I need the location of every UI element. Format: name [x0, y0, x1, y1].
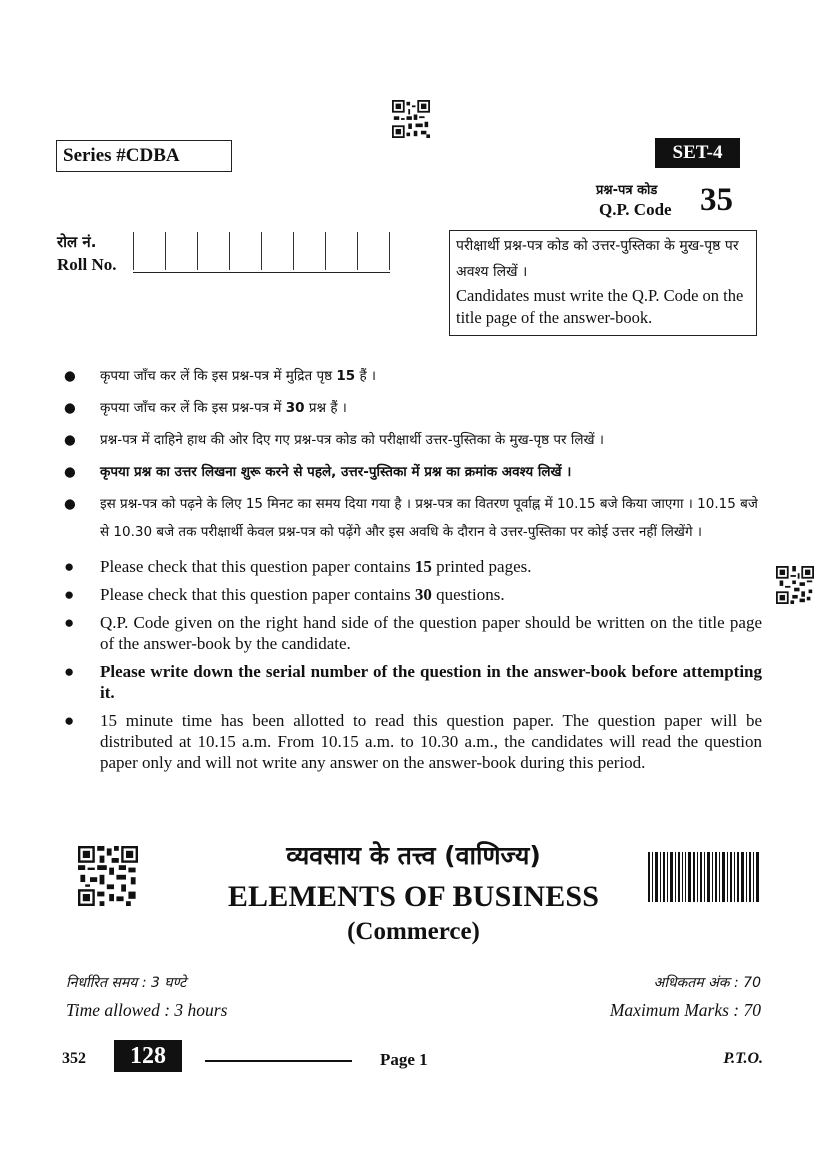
bullet-icon: ● — [64, 368, 76, 384]
roll-number-digit-box[interactable] — [229, 232, 261, 270]
roll-number-boxes[interactable] — [133, 232, 390, 273]
page-number: Page 1 — [380, 1050, 428, 1069]
instruction-english: ● 15 minute time has been allotted to read this question paper. The question paper will be distributed at 10.15 a.m. From 10.15 a.m. to 10.30 a.m., the candidates will read the question paper only and will not write any answer on the answer-book during this period. — [64, 711, 762, 772]
roll-number-digit-box[interactable] — [197, 232, 229, 270]
bullet-icon: ● — [64, 496, 76, 512]
qp-code-notice — [449, 230, 757, 336]
qp-code-label: Q.P. Code — [599, 200, 672, 219]
qp-code-number: 35 — [700, 182, 733, 218]
bullet-icon: ● — [64, 711, 75, 730]
roll-number-digit-box[interactable] — [165, 232, 197, 270]
instruction-english: ● Please check that this question paper contains 30 questions. — [64, 585, 505, 604]
pto-label: P.T.O. — [723, 1050, 763, 1067]
roll-number-digit-box[interactable] — [325, 232, 357, 270]
roll-number-digit-box[interactable] — [293, 232, 325, 270]
instructions-list — [62, 362, 762, 780]
roll-number-digit-box[interactable] — [357, 232, 390, 270]
instruction-hindi: ● प्रश्न-पत्र में दाहिने हाथ की ओर दिए गए प्रश्न-पत्र कोड को परीक्षार्थी उत्तर-पुस्तिका के मुख-पृष्ठ पर लिखें । — [62, 426, 762, 454]
notice-english: Candidates must write the Q.P. Code on the title page of the answer-book. — [456, 286, 744, 327]
bullet-icon: ● — [64, 585, 75, 604]
series-label: Series #CDBA — [56, 140, 232, 172]
time-allowed-hindi: निर्धारित समय : 3 घण्टे — [66, 975, 187, 991]
bullet-icon: ● — [64, 613, 75, 632]
roll-label: Roll No. — [57, 255, 117, 274]
qr-code-top — [392, 100, 430, 138]
subject-code: 352 — [62, 1050, 86, 1067]
bullet-icon: ● — [64, 432, 76, 448]
instruction-hindi: ● कृपया जाँच कर लें कि इस प्रश्न-पत्र में मुद्रित पृष्ठ 15 हैं । — [62, 362, 762, 390]
subject-title-hindi: व्यवसाय के तत्त्व (वाणिज्य) — [286, 841, 541, 870]
instruction-english: ● Please check that this question paper contains 15 printed pages. — [64, 557, 532, 576]
instruction-hindi: ● कृपया जाँच कर लें कि इस प्रश्न-पत्र में 30 प्रश्न हैं । — [62, 394, 762, 422]
subject-title: ELEMENTS OF BUSINESS — [227, 880, 600, 913]
subject-subtitle: (Commerce) — [347, 918, 480, 945]
notice-hindi: परीक्षार्थी प्रश्न-पत्र कोड को उत्तर-पुस्तिका के मुख-पृष्ठ पर अवश्य लिखें । — [456, 238, 739, 280]
time-allowed: Time allowed : 3 hours — [66, 1000, 228, 1020]
instruction-english: ● Please write down the serial number of the question in the answer-book before attempting it. — [64, 662, 762, 702]
roll-number-digit-box[interactable] — [133, 232, 165, 270]
maximum-marks: Maximum Marks : 70 — [609, 1000, 761, 1020]
instruction-hindi: ● कृपया प्रश्न का उत्तर लिखना शुरू करने से पहले, उत्तर-पुस्तिका में प्रश्न का क्रमांक अवश्य लिखें । — [62, 458, 762, 486]
bullet-icon: ● — [64, 662, 75, 681]
set-badge: SET-4 — [655, 138, 740, 168]
bullet-icon: ● — [64, 557, 75, 576]
maximum-marks-hindi: अधिकतम अंक : 70 — [653, 975, 761, 991]
qr-code-side — [776, 566, 814, 604]
bullet-icon: ● — [64, 464, 76, 480]
instruction-hindi: ● इस प्रश्न-पत्र को पढ़ने के लिए 15 मिनट का समय दिया गया है । प्रश्न-पत्र का वितरण पूर्वाह्न में 10.15 बजे किया जाएगा । 10.15 बजे से 10.30 बजे तक परीक्षार्थी केवल प्रश्न-पत्र को पढ़ेंगे और इस अवधि के दौरान वे उत्तर-पुस्तिका पर कोई उत्तर नहीं लिखेंगे । — [62, 490, 762, 546]
paper-number-badge: 128 — [114, 1040, 182, 1072]
bullet-icon: ● — [64, 400, 76, 416]
roll-number-digit-box[interactable] — [261, 232, 293, 270]
qp-code-label-hindi: प्रश्न-पत्र कोड — [596, 183, 658, 198]
divider — [205, 1060, 352, 1062]
roll-label-hindi: रोल नं. — [57, 233, 97, 251]
instruction-english: ● Q.P. Code given on the right hand side of the question paper should be written on the title page of the answer-book by the candidate. — [64, 613, 762, 653]
